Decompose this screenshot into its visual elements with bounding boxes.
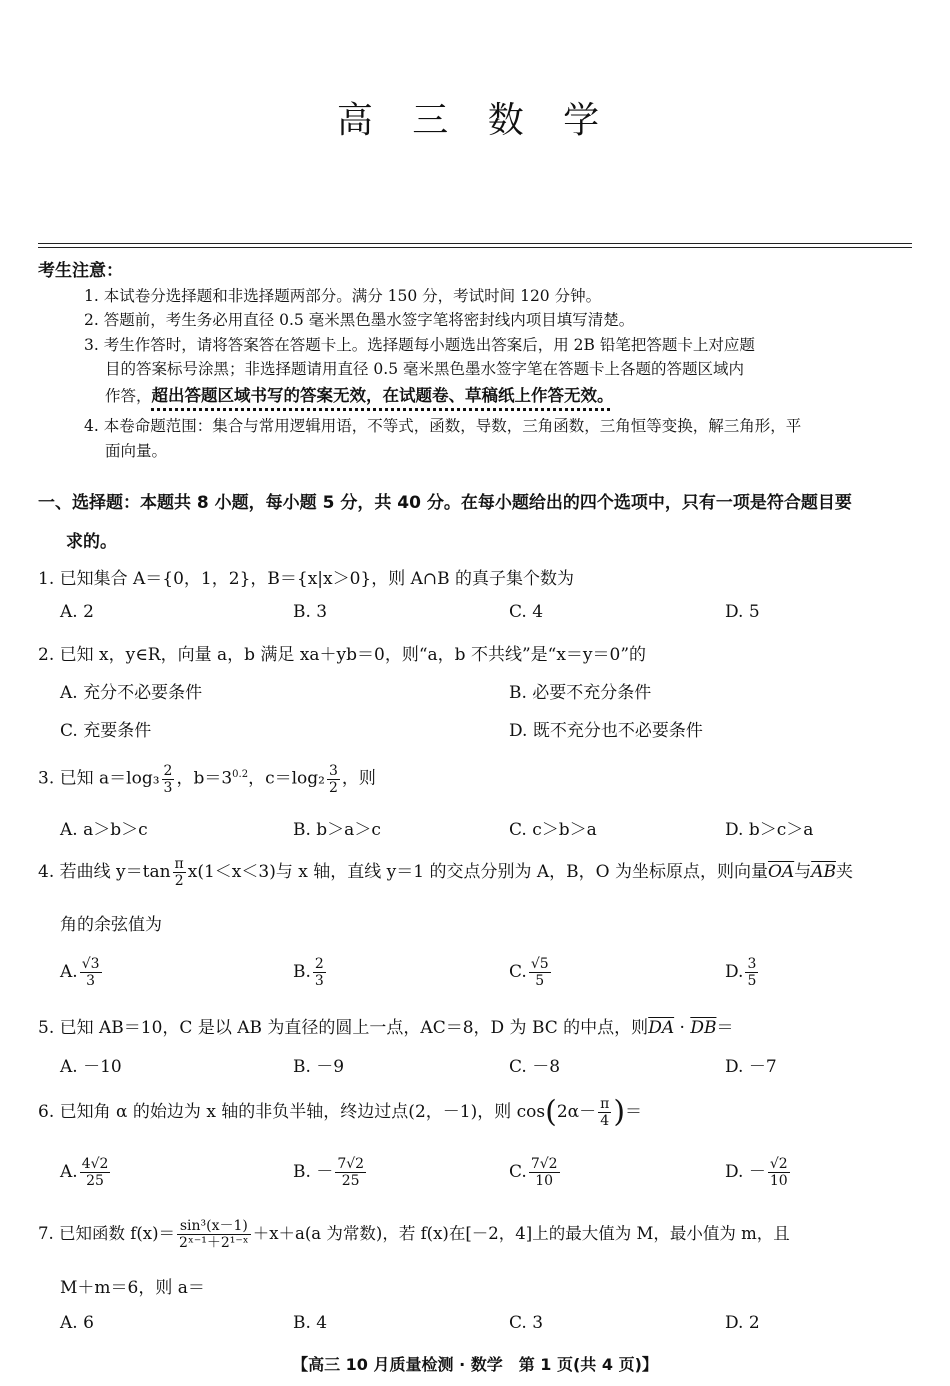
q6-b-fraction (335, 1156, 366, 1189)
question-6-option-c[interactable] (509, 1156, 562, 1189)
question-3-option-b[interactable]: B. b＞a＞c (293, 820, 381, 840)
q3-part-1: 3. 已知 a＝log₃ (38, 768, 160, 789)
question-6-option-d[interactable] (725, 1156, 792, 1189)
q6-c-num: 7√2 (530, 1156, 558, 1172)
q4-a-den: 3 (86, 973, 96, 990)
q6-a-fraction (80, 1156, 111, 1189)
q6-c-fraction (529, 1156, 560, 1189)
q6-d-label: D. － (725, 1162, 766, 1183)
q4-fraction (173, 856, 186, 889)
q3-fraction-2 (327, 763, 340, 796)
question-2-option-c[interactable]: C. 充要条件 (60, 721, 152, 741)
q4-vector-oa: $\overline{OA}$ (767, 862, 795, 882)
q6-part-2: 2α－ (556, 1102, 597, 1122)
q7-f-num: sin³(x－1) (177, 1218, 251, 1235)
q6-fraction (598, 1096, 611, 1129)
q7-part-2: ＋x＋a(a 为常数)，若 f(x)在[－2，4]上的最大值为 M，最小值为 m，且 (252, 1224, 790, 1243)
divider-bottom (38, 247, 912, 248)
q6-d-den: 10 (769, 1173, 788, 1190)
question-2-option-b[interactable]: B. 必要不充分条件 (509, 683, 652, 703)
q4-mid: 与 (794, 862, 812, 882)
q3-f1-den: 3 (163, 779, 173, 796)
q4-f-den: 2 (174, 873, 184, 889)
q6-right-paren: ) (613, 1094, 626, 1130)
question-4-stem-line-2: 角的余弦值为 (60, 915, 162, 935)
q4-b-num: 2 (314, 956, 324, 972)
question-7-option-d[interactable]: D. 2 (725, 1313, 760, 1333)
question-6-stem (38, 1092, 642, 1133)
q4-part-1: 4. 若曲线 y＝tan (38, 862, 171, 882)
question-1-stem: 1. 已知集合 A＝{0，1，2}，B＝{x|x＞0}，则 A∩B 的真子集个数为 (38, 569, 575, 589)
q3-part-2: ，b＝3 (176, 768, 233, 789)
q4-b-fraction (313, 956, 326, 989)
question-2-option-a[interactable]: A. 充分不必要条件 (60, 683, 203, 703)
question-3-stem (38, 755, 376, 799)
q4-c-den: 5 (535, 973, 545, 990)
question-7-option-a[interactable]: A. 6 (60, 1313, 94, 1333)
notice-emphasis: 超出答题区域书写的答案无效，在试题卷、草稿纸上作答无效。 (151, 386, 614, 405)
question-5-option-c[interactable]: C. －8 (509, 1057, 561, 1077)
question-6-option-b[interactable] (293, 1156, 368, 1189)
q6-a-den: 25 (86, 1173, 104, 1190)
question-1-option-b[interactable]: B. 3 (293, 602, 328, 622)
notice-item-2: 2. 答题前，考生务必用直径 0.5 毫米黑色墨水签字笔将密封线内项目填写清楚。 (84, 311, 635, 329)
q7-f-den: 2ˣ⁻¹＋2¹⁻ˣ (179, 1235, 249, 1251)
question-1-option-c[interactable]: C. 4 (509, 602, 544, 622)
q4-a-label: A. (60, 962, 78, 983)
question-1-option-d[interactable]: D. 5 (725, 602, 760, 622)
q4-a-fraction (80, 956, 102, 989)
question-4-option-b[interactable] (293, 956, 328, 989)
q6-d-num: √2 (769, 1156, 788, 1172)
question-7-stem-line-2: M＋m＝6，则 a＝ (60, 1278, 205, 1298)
section-heading-line-1: 一、选择题：本题共 8 小题，每小题 5 分，共 40 分。在每小题给出的四个选项中，只有一项是符合题目要 (38, 493, 852, 513)
question-2-stem: 2. 已知 x，y∈R，向量 a，b 满足 xa＋yb＝0，则“a，b 不共线”是“x＝y＝0”的 (38, 645, 647, 665)
question-3-option-c[interactable]: C. c＞b＞a (509, 820, 597, 840)
q4-d-num: 3 (747, 956, 757, 972)
q6-b-num: 7√2 (337, 1156, 365, 1172)
q3-part-3: ，c＝log₂ (248, 768, 325, 789)
q6-a-label: A. (60, 1162, 78, 1183)
question-3-option-d[interactable]: D. b＞c＞a (725, 820, 814, 840)
q5-vector-da: $\overline{DA}$ (648, 1018, 675, 1038)
q6-a-num: 4√2 (81, 1156, 109, 1172)
q7-part-1: 7. 已知函数 f(x)＝ (38, 1224, 176, 1243)
q5-dot: · (674, 1018, 691, 1038)
q3-fraction-1 (162, 763, 175, 796)
q7-fraction (177, 1218, 251, 1251)
question-5-option-b[interactable]: B. －9 (293, 1057, 345, 1077)
q5-vector-db: $\overline{DB}$ (690, 1018, 717, 1038)
q6-d-fraction (768, 1156, 790, 1189)
q4-d-fraction (745, 956, 758, 989)
question-7-option-c[interactable]: C. 3 (509, 1313, 544, 1333)
q4-part-3: 夹 (835, 862, 853, 882)
q4-part-2: x(1＜x＜3)与 x 轴，直线 y＝1 的交点分别为 A，B，O 为坐标原点，则向量 (187, 862, 768, 882)
question-5-option-a[interactable]: A. －10 (60, 1057, 122, 1077)
q3-f2-num: 3 (328, 762, 338, 779)
notice-heading: 考生注意： (38, 261, 123, 281)
question-2-option-d[interactable]: D. 既不充分也不必要条件 (509, 721, 703, 741)
q4-b-label: B. (293, 962, 311, 983)
notice-item-4-line-2: 面向量。 (105, 442, 168, 460)
q4-b-den: 3 (314, 973, 324, 990)
q5-part-1: 5. 已知 AB＝10，C 是以 AB 为直径的圆上一点，AC＝8，D 为 BC 的中点，则 (38, 1018, 649, 1038)
q4-a-num: √3 (81, 956, 100, 972)
page-title: 高 三 数 学 (336, 100, 614, 141)
q5-part-2: ＝ (716, 1018, 734, 1038)
q4-f-num: π (174, 855, 184, 872)
q3-f2-den: 2 (328, 779, 338, 796)
q4-c-num: √5 (530, 956, 549, 972)
page-footer: 【高三 10 月质量检测 · 数学 第 1 页(共 4 页)】 (292, 1355, 658, 1374)
q6-f-num: π (600, 1095, 610, 1112)
q3-f1-num: 2 (163, 762, 173, 779)
q6-c-label: C. (509, 1162, 527, 1183)
question-7-option-b[interactable]: B. 4 (293, 1313, 328, 1333)
q4-c-fraction (529, 956, 551, 989)
q3-part-4: ，则 (341, 768, 376, 789)
notice-item-3-line-1: 3. 考生作答时，请将答案答在答题卡上。选择题每小题选出答案后，用 2B 铅笔把答题卡上对应题 (84, 336, 755, 354)
q4-d-den: 5 (747, 973, 757, 990)
question-5-stem (38, 1013, 733, 1038)
q4-d-label: D. (725, 962, 744, 983)
q6-part-1: 6. 已知角 α 的始边为 x 轴的非负半轴，终边过点(2，－1)，则 cos (38, 1102, 546, 1122)
q6-f-den: 4 (600, 1113, 610, 1129)
q6-part-3: ＝ (625, 1102, 643, 1122)
notice-item-1: 1. 本试卷分选择题和非选择题两部分。满分 150 分，考试时间 120 分钟。 (84, 287, 602, 305)
section-heading-line-2: 求的。 (66, 532, 117, 552)
notice-item-3-line-3 (105, 382, 614, 406)
q6-left-paren: ( (545, 1094, 557, 1130)
q4-vector-ab: $\overline{AB}$ (811, 862, 836, 882)
question-3-option-a[interactable]: A. a＞b＞c (60, 820, 148, 840)
question-4-option-c[interactable] (509, 956, 553, 989)
q6-b-label: B. － (293, 1162, 334, 1183)
q4-c-label: C. (509, 962, 527, 983)
question-4-option-a[interactable] (60, 956, 104, 989)
question-6-option-a[interactable] (60, 1156, 112, 1189)
q3-exponent: 0.2 (232, 769, 249, 780)
notice-item-3-line-2: 目的答案标号涂黑；非选择题请用直径 0.5 毫米黑色墨水签字笔在答题卡上各题的答题区域内 (105, 360, 745, 378)
question-5-option-d[interactable]: D. －7 (725, 1057, 777, 1077)
question-1-option-a[interactable]: A. 2 (60, 602, 94, 622)
notice-item-3-line-3-a: 作答， (105, 387, 152, 405)
q6-c-den: 10 (535, 1173, 554, 1190)
divider-top (38, 243, 912, 244)
question-4-stem (38, 852, 853, 892)
question-4-option-d[interactable] (725, 956, 760, 989)
question-7-stem (38, 1214, 790, 1254)
notice-item-4-line-1: 4. 本卷命题范围：集合与常用逻辑用语，不等式，函数，导数，三角函数，三角恒等变换，解三角形，平 (84, 417, 802, 435)
q6-b-den: 25 (341, 1173, 360, 1190)
